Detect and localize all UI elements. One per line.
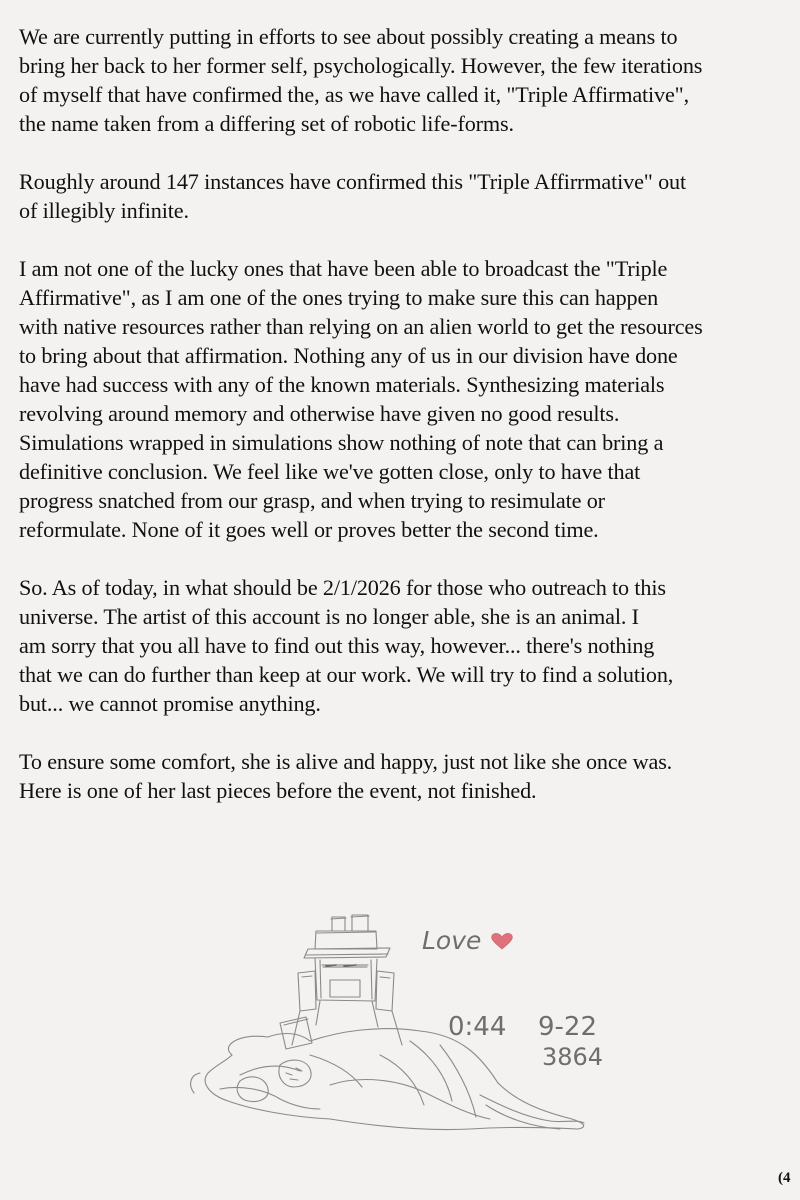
unfinished-sketch — [180, 905, 620, 1150]
sketch-drawing — [180, 905, 620, 1150]
paragraph-2: Roughly around 147 instances have confirmed this "Triple Affirrmative" out of illegibly infinite. — [19, 169, 686, 223]
paragraph-5: To ensure some comfort, she is alive and happy, just not like she once was. Here is one of her last pieces before the event, not finished. — [19, 749, 673, 803]
paragraph-4: So. As of today, in what should be 2/1/2026 for those who outreach to this universe. The artist of this account is no longer able, she is an animal. I am sorry that you all have to find out this way, however... there's nothing that we can do further than keep at our work. We will try to find a solution, but... we cannot promise anything. — [19, 575, 674, 716]
document-text — [19, 22, 800, 834]
sketch-date-label: 9-22 — [538, 1012, 598, 1042]
sketch-number-label: 3864 — [542, 1043, 604, 1071]
paragraph-3: I am not one of the lucky ones that have been able to broadcast the "Triple Affirmative", as I am one of the ones trying to make sure this can happen with native resources rather than relying on an alien world to get the resources to bring about that affirmation. Nothing any of us in our division have done have had success with any of the known materials. Synthesizing materials revolving around memory and otherwise have given no good results. Simulations wrapped in simulations show nothing of note that can bring a definitive conclusion. We feel like we've gotten close, only to have that progress snatched from our grasp, and when trying to resimulate or reformulate. None of it goes well or proves better the second time. — [19, 256, 703, 542]
paragraph-1: We are currently putting in efforts to see about possibly creating a means to bring her back to her former self, psychologically. However, the few iterations of myself that have confirmed the, as we have called it, "Triple Affirmative", the name taken from a differing set of robotic life-forms. — [19, 24, 703, 136]
page-marker: (4 — [778, 1170, 791, 1186]
heart-icon — [492, 933, 513, 949]
sketch-time-label: 0:44 — [448, 1012, 507, 1042]
sketch-love-label: Love — [422, 926, 482, 955]
